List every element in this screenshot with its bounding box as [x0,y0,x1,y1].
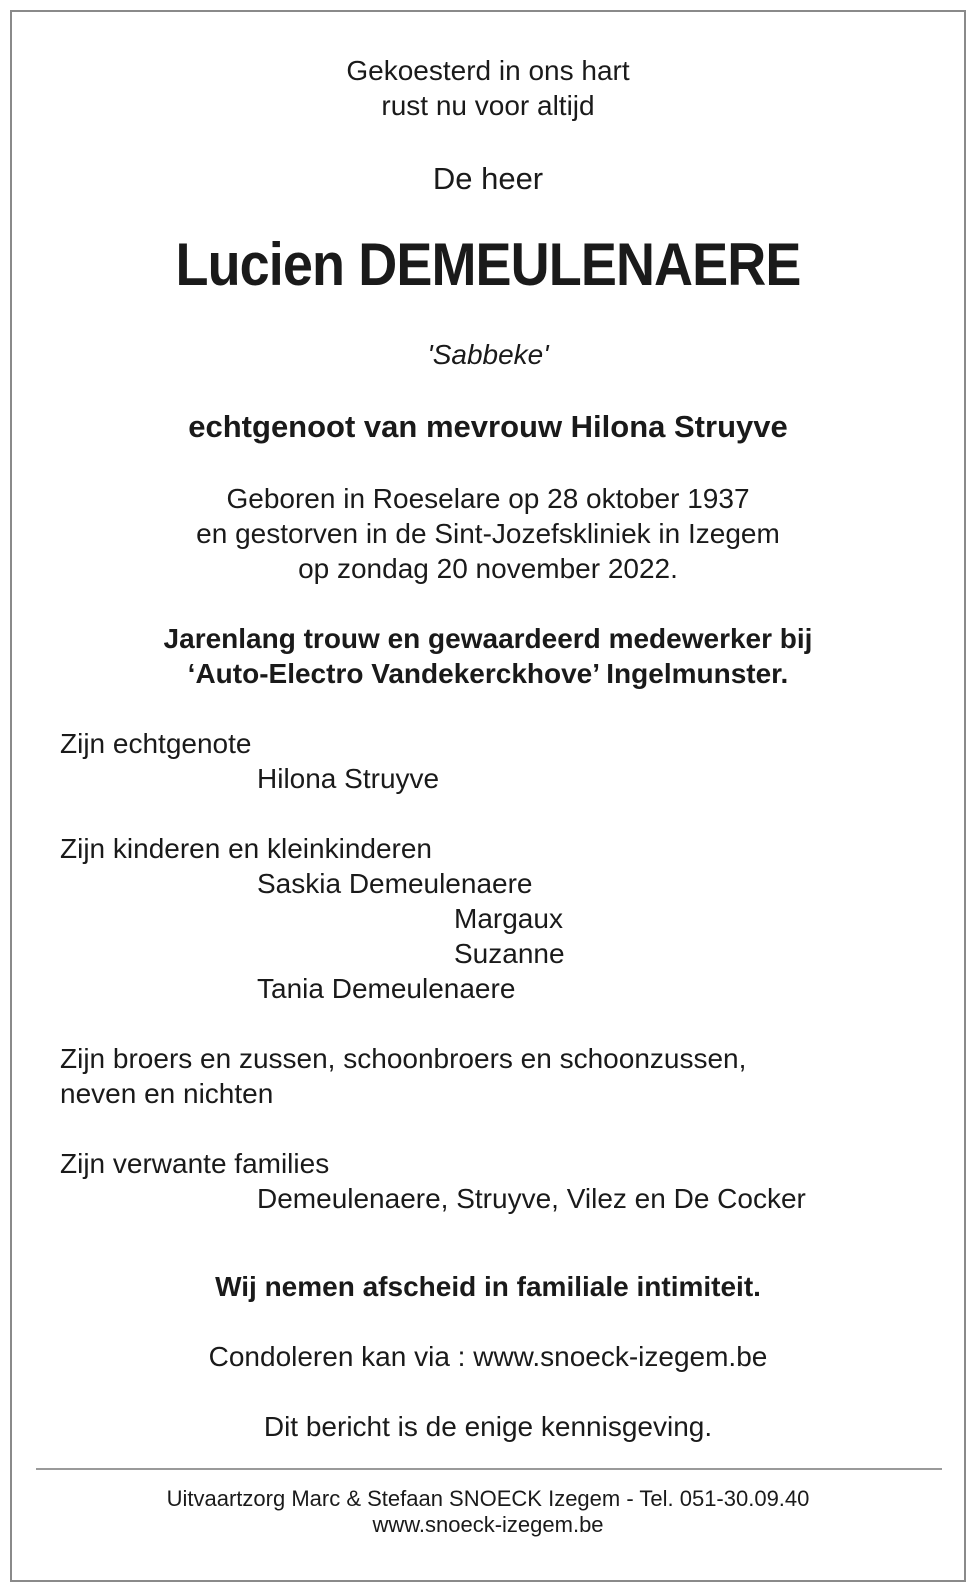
death-place-line: en gestorven in de Sint-Jozefskliniek in Izegem [196,518,780,549]
spouse-label: Zijn echtgenote [60,728,252,759]
spouse-line: echtgenoot van mevrouw Hilona Struyve [188,409,788,444]
motto-line-2: rust nu voor altijd [381,90,595,121]
related-label: Zijn verwante families [60,1148,330,1179]
funeral-home-line: Uitvaartzorg Marc & Stefaan SNOECK Izegem - Tel. 051-30.09.40 [166,1486,810,1511]
child-name: Tania Demeulenaere [257,973,516,1004]
obituary-card [10,10,966,1582]
spouse-name: Hilona Struyve [257,763,440,794]
footer-divider [36,1468,942,1470]
grandchild-name: Suzanne [454,938,565,969]
notice-line: Dit bericht is de enige kennisgeving. [263,1411,713,1442]
children-label: Zijn kinderen en kleinkinderen [60,833,432,864]
nickname-text: 'Sabbeke' [427,339,549,370]
nickname [12,338,964,372]
honorific-title: De heer [432,161,544,196]
deceased-name: Lucien DEMEULENAERE [175,231,801,298]
birth-line: Geboren in Roeselare op 28 oktober 1937 [226,483,750,514]
related-names: Demeulenaere, Struyve, Vilez en De Cocker [257,1183,806,1214]
siblings-line-1: Zijn broers en zussen, schoonbroers en schoonzussen, [60,1043,747,1074]
death-date-line: op zondag 20 november 2022. [298,553,678,584]
condolence-line: Condoleren kan via : www.snoeck-izegem.be [208,1341,768,1372]
child-name: Saskia Demeulenaere [257,868,533,899]
grandchild-name: Margaux [454,903,563,934]
career-line-1: Jarenlang trouw en gewaardeerd medewerker bij [163,623,813,654]
funeral-home-website: www.snoeck-izegem.be [372,1512,604,1537]
farewell-line: Wij nemen afscheid in familiale intimiteit. [215,1271,761,1302]
motto-line-1: Gekoesterd in ons hart [346,55,630,86]
siblings-line-2: neven en nichten [60,1078,274,1109]
career-line-2: ‘Auto-Electro Vandekerckhove’ Ingelmunster. [187,658,789,689]
